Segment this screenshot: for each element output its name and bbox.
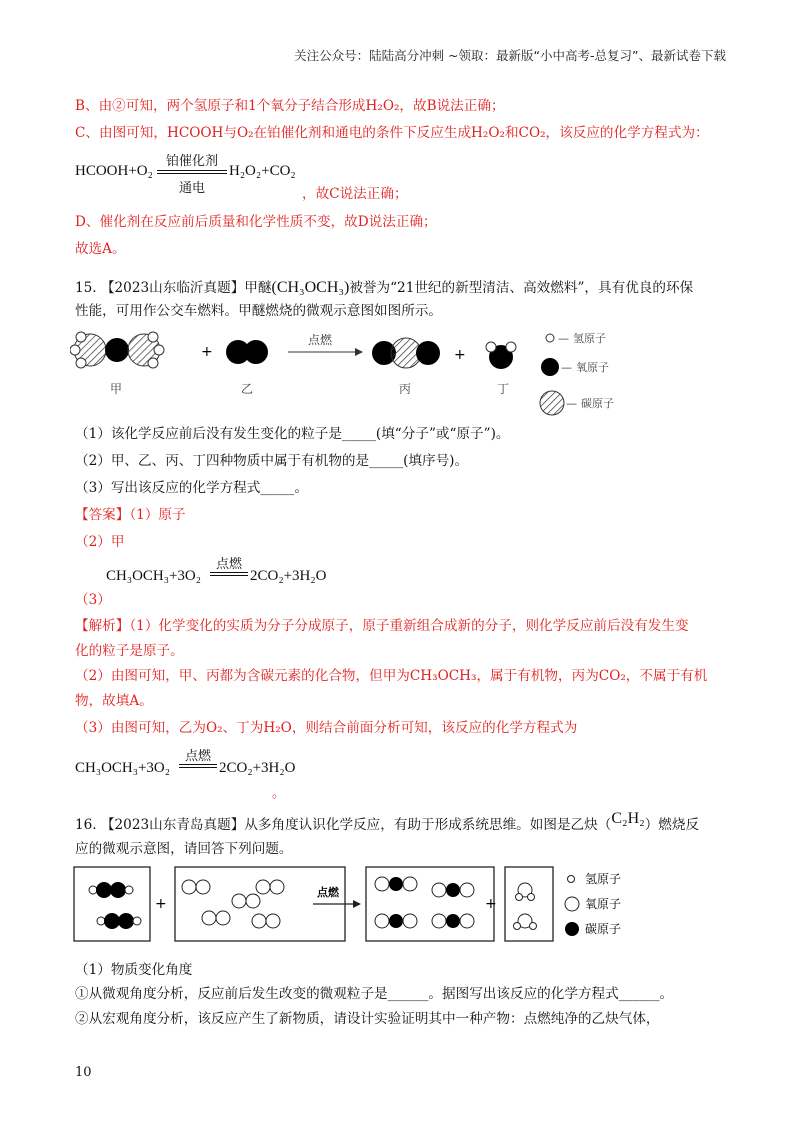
svg-text:+: + (485, 896, 497, 912)
q15-analysis-3: （3）由图可知，乙为O₂、丁为H₂O，则结合前面分析可知，该反应的化学方程式为 (75, 720, 578, 736)
svg-text:氧原子: 氧原子 (585, 897, 622, 911)
q16-formula: C₂H₂ (611, 810, 645, 827)
q16-part1: （1）物质变化角度 (75, 962, 193, 978)
legend-hydrogen: 氢原子 (573, 332, 606, 345)
legend-oxygen: 氧原子 (576, 361, 609, 374)
box1-molecules (89, 882, 141, 929)
q15-analysis-2a: （2）由图可知，甲、丙都为含碳元素的化合物，但甲为CH₃OCH₃，属于有机物，丙为CO₂，不属于有机 (75, 668, 708, 684)
q15-analysis-2b: 物，故填A。 (75, 693, 153, 709)
q15-stem-b: 被誉为“21世纪的新型清洁、高效燃料”，具有优良的环保 (349, 280, 694, 296)
label-bing: 丙 (399, 382, 412, 396)
q16-stem-line1: 16. 【2023山东青岛真题】从多角度认识化学反应，有助于形成系统思维。如图是乙炔（C₂H₂）燃烧反 (75, 810, 700, 833)
svg-text:碳原子: 碳原子 (585, 922, 622, 936)
page-header: 关注公众号：陆陆高分冲刺 ~领取：最新版“小中高考-总复习”、最新试卷下载 (294, 48, 726, 63)
legend-carbon: 碳原子 (581, 397, 614, 410)
box4-molecules (514, 883, 537, 930)
q15-answer-equation: CH₃OCH₃+3O₂ 点燃 2CO₂+3H₂O (106, 557, 327, 584)
q14-equation (75, 150, 475, 198)
label-ding: 丁 (497, 382, 510, 396)
eq-cond-top: 铂催化剂 (165, 154, 218, 169)
q15-answer-3: （3） (75, 592, 111, 608)
eq-arrow (157, 170, 227, 174)
q15-formula: (CH₃OCH₃) (271, 279, 350, 296)
q15-analysis-1b: 化的粒子是原子。 (75, 643, 184, 659)
molecule-jia (70, 332, 164, 368)
arrow-label: 点燃 (308, 333, 333, 347)
q15-answer-2: （2）甲 (75, 534, 125, 550)
q14-choice: 故选A。 (75, 241, 126, 257)
molecule-yi (226, 340, 268, 364)
q16-part1-q1: ①从微观角度分析，反应前后发生改变的微观粒子是______。据图写出该反应的化学方程式______。 (75, 986, 674, 1002)
q14-option-b: B、由②可知，两个氢原子和1个氧分子结合形成H₂O₂，故B说法正确； (75, 98, 505, 114)
q15-sub3: （3）写出该反应的化学方程式_____。 (75, 480, 308, 496)
analysis-end-dot: 。 (272, 786, 286, 801)
q16-arrow (313, 885, 361, 908)
eq-cond-bottom: 通电 (178, 181, 205, 196)
q15-analysis-equation: CH₃OCH₃+3O₂ 点燃 2CO₂+3H₂O (75, 749, 296, 776)
q16-reaction-figure (73, 866, 673, 944)
eq-left: HCOOH+O₂ (75, 163, 153, 179)
molecule-ding (486, 342, 516, 369)
svg-text:+: + (155, 896, 167, 912)
q15-analysis-1a: 【解析】（1）化学变化的实质为分子分成原子，原子重新组合成新的分子，则化学反应前后没有发生变 (75, 618, 689, 634)
reaction-arrow (288, 332, 363, 356)
q14-option-c: C、由图可知，HCOOH与O₂在铂催化剂和通电的条件下反应生成H₂O₂和CO₂，该反应的化学方程式为： (75, 125, 709, 141)
q16-stem-line2: 应的微观示意图，请回答下列问题。 (75, 841, 293, 857)
plus-2: + (454, 347, 466, 363)
q16-part1-q2: ②从宏观角度分析，该反应产生了新物质，请设计实验证明其中一种产物：点燃纯净的乙炔气体， (75, 1011, 660, 1027)
svg-text:—: — (566, 397, 577, 410)
plus-1: + (201, 344, 213, 360)
q14-option-d: D、催化剂在反应前后质量和化学性质不变，故D说法正确； (75, 214, 437, 230)
q14-c-conclusion: ，故C说法正确； (302, 186, 408, 202)
q15-stem-line2: 性能，可用作公交车燃料。甲醚燃烧的微观示意图如图所示。 (75, 303, 443, 319)
svg-text:—: — (561, 361, 572, 374)
q15-stem-a: 15. 【2023山东临沂真题】甲醚 (75, 280, 272, 296)
answer-tag: 【答案】 (75, 507, 130, 523)
q15-sub1: （1）该化学反应前后没有发生变化的粒子是_____(填“分子”或“原子”)。 (75, 426, 510, 442)
q16-legend (565, 872, 621, 936)
label-jia: 甲 (110, 382, 123, 396)
q15-reaction-figure (70, 325, 690, 425)
box2-molecules (182, 880, 284, 928)
molecule-bing (372, 338, 440, 368)
legend (540, 331, 614, 415)
q15-stem-line1 (75, 279, 693, 297)
eq-right: H₂O₂+CO₂ (229, 163, 296, 179)
q15-sub2: （2）甲、乙、丙、丁四种物质中属于有机物的是_____(填序号)。 (75, 453, 469, 469)
svg-text:氢原子: 氢原子 (585, 872, 622, 886)
label-yi: 乙 (241, 382, 254, 396)
box3-molecules (375, 877, 474, 928)
svg-text:—: — (558, 332, 569, 345)
page-number: 10 (75, 1065, 92, 1080)
svg-text:点燃: 点燃 (317, 886, 339, 899)
q15-answer-line1: 【答案】（1）原子 (75, 507, 186, 523)
